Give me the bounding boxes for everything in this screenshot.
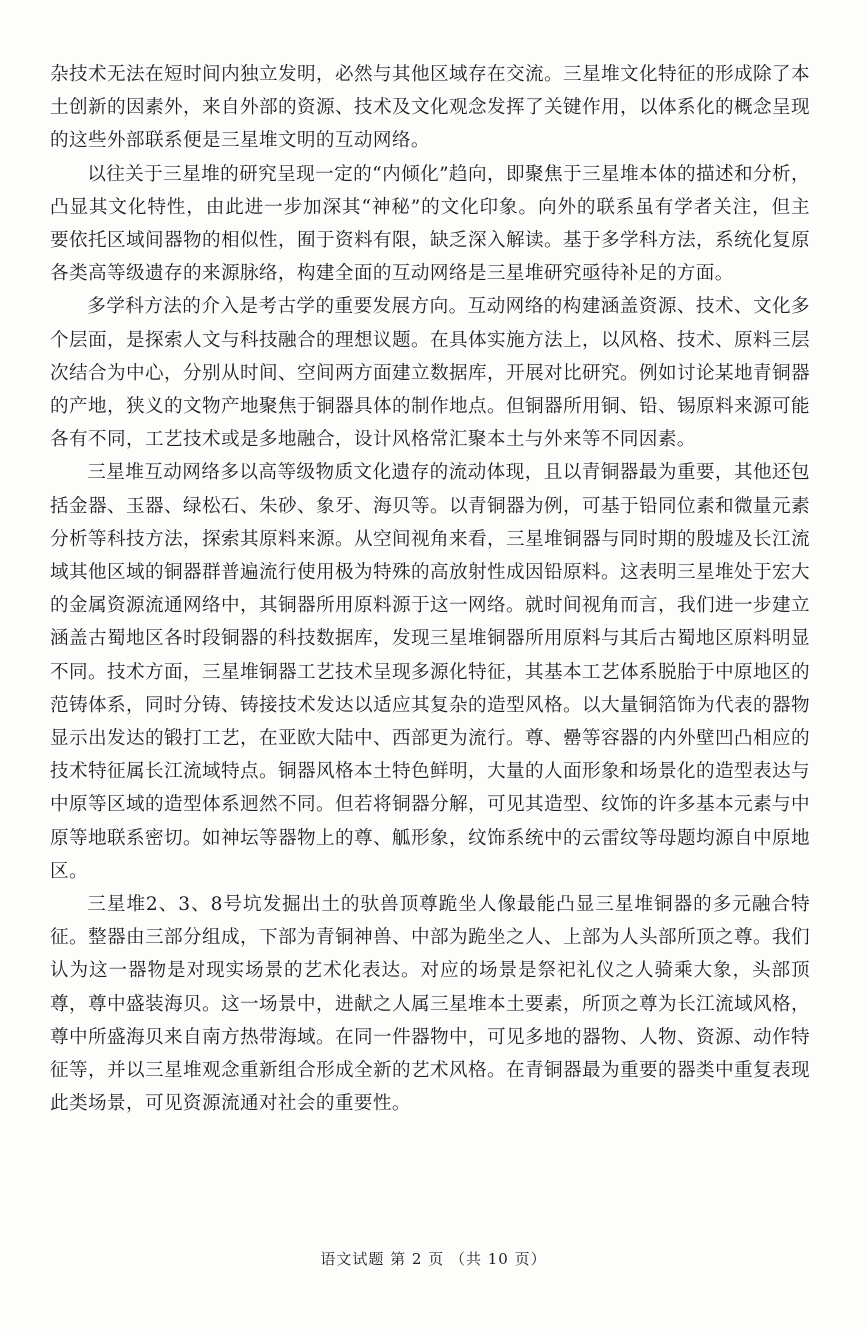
paragraph-5: 三星堆2、3、8号坑发掘出土的驮兽顶尊跪坐人像最能凸显三星堆铜器的多元融合特征。整器由三部分组成，下部为青铜神兽、中部为跪坐之人、上部为人头部所顶之尊。我们认为这一器物是对现实场景的艺术化表达。对应的场景是祭祀礼仪之人骑乘大象，头部顶尊，尊中盛装海贝。这一场景中，进献之人属三星堆本土要素，所顶之尊为长江流域风格，尊中所盛海贝来自南方热带海域。在同一件器物中，可见多地的器物、人物、资源、动作特征等，并以三星堆观念重新组合形成全新的艺术风格。在青铜器最为重要的器类中重复表现此类场景，可见资源流通对社会的重要性。 [50, 894, 810, 1115]
page-footer: 语文试题 第 2 页 （共 10 页） [320, 1250, 547, 1268]
paragraph-3: 多学科方法的介入是考古学的重要发展方向。互动网络的构建涵盖资源、技术、文化多个层面，是探索人文与科技融合的理想议题。在具体实施方法上，以风格、技术、原料三层次结合为中心，分别从时间、空间两方面建立数据库，开展对比研究。例如讨论某地青铜器的产地，狭义的文物产地聚焦于铜器具体的制作地点。但铜器所用铜、铅、锡原料来源可能各有不同，工艺技术或是多地融合，设计风格常汇聚本土与外来等不同因素。 [50, 296, 810, 451]
paragraph-4: 三星堆互动网络多以高等级物质文化遗存的流动体现，且以青铜器最为重要，其他还包括金器、玉器、绿松石、朱砂、象牙、海贝等。以青铜器为例，可基于铅同位素和微量元素分析等科技方法，探索其原料来源。从空间视角来看，三星堆铜器与同时期的殷墟及长江流域其他区域的铜器群普遍流行使用极为特殊的高放射性成因铅原料。这表明三星堆处于宏大的金属资源流通网络中，其铜器所用原料源于这一网络。就时间视角而言，我们进一步建立涵盖古蜀地区各时段铜器的科技数据库，发现三星堆铜器所用原料与其后古蜀地区原料明显不同。技术方面，三星堆铜器工艺技术呈现多源化特征，其基本工艺体系脱胎于中原地区的范铸体系，同时分铸、铸接技术发达以适应其复杂的造型风格。以大量铜箔饰为代表的器物显示出发达的锻打工艺，在亚欧大陆中、西部更为流行。尊、罍等容器的内外壁凹凸相应的技术特征属长江流域特点。铜器风格本土特色鲜明，大量的人面形象和场景化的造型表达与中原等区域的造型体系迥然不同。但若将铜器分解，可见其造型、纹饰的许多基本元素与中原等地联系密切。如神坛等器物上的尊、觚形象，纹饰系统中的云雷纹等母题均源自中原地区。 [50, 462, 810, 882]
paragraph-2: 以往关于三星堆的研究呈现一定的“内倾化”趋向，即聚焦于三星堆本体的描述和分析，凸显其文化特性，由此进一步加深其“神秘”的文化印象。向外的联系虽有学者关注，但主要依托区域间器物的相似性，囿于资料有限，缺乏深入解读。基于多学科方法，系统化复原各类高等级遗存的来源脉络，构建全面的互动网络是三星堆研究亟待补足的方面。 [50, 163, 810, 285]
paragraph-1: 杂技术无法在短时间内独立发明，必然与其他区域存在交流。三星堆文化特征的形成除了本土创新的因素外，来自外部的资源、技术及文化观念发挥了关键作用，以体系化的概念呈现的这些外部联系便是三星堆文明的互动网络。 [50, 64, 810, 152]
article-body [50, 58, 810, 1121]
